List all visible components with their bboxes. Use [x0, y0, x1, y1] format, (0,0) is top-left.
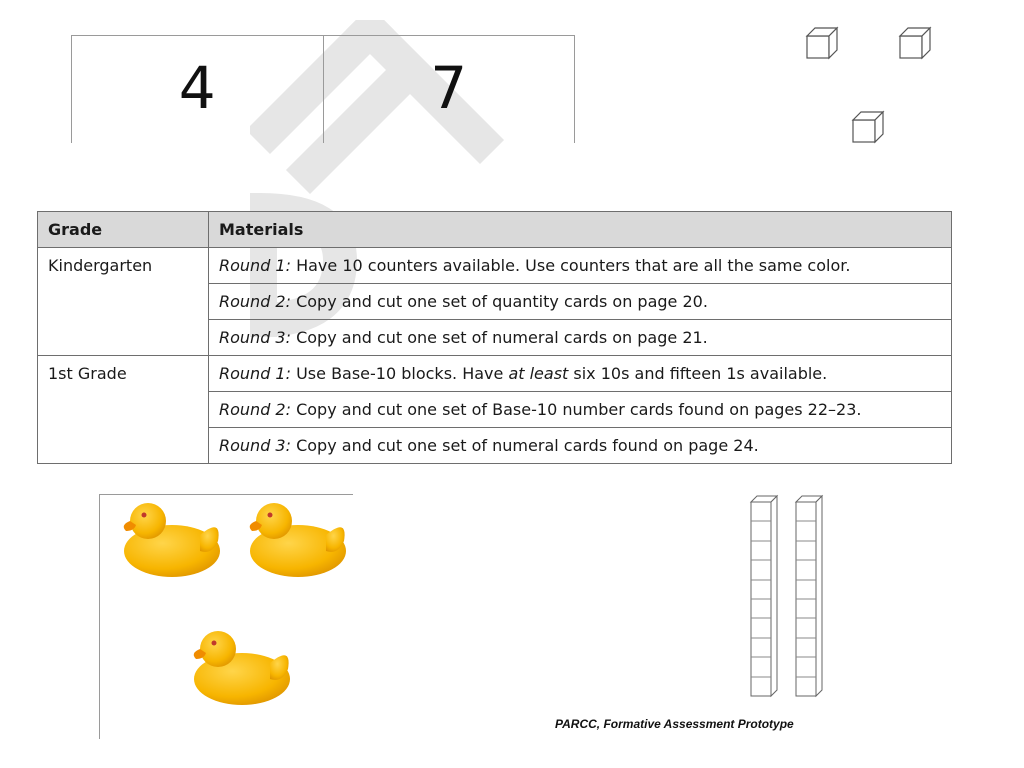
- duck-icon: [124, 503, 220, 577]
- materials-text: Copy and cut one set of quantity cards on page 20.: [291, 292, 708, 311]
- base-ten-rods: [745, 494, 835, 699]
- grade-cell: 1st Grade: [38, 356, 209, 464]
- duck-icon: [194, 631, 290, 705]
- numeral-card-right: 7: [323, 36, 575, 143]
- duck-icon: [250, 503, 346, 577]
- footer-credit: PARCC, Formative Assessment Prototype: [555, 717, 794, 731]
- round-label: Round 2:: [219, 400, 291, 419]
- materials-text: Use Base-10 blocks. Have: [291, 364, 509, 383]
- round-label: Round 3:: [219, 328, 291, 347]
- cube-icon: [807, 28, 930, 142]
- materials-text: Copy and cut one set of numeral cards found on page 24.: [291, 436, 759, 455]
- materials-header: Materials: [209, 212, 952, 248]
- numeral-cards: [71, 35, 575, 143]
- materials-text: six 10s and fifteen 1s available.: [568, 364, 828, 383]
- materials-cell: [209, 248, 952, 284]
- round-label: Round 1:: [219, 256, 291, 275]
- materials-cell: [209, 356, 952, 392]
- quantity-card: [99, 494, 353, 739]
- unit-cubes: [800, 20, 940, 150]
- ten-rod-icon: [796, 496, 822, 696]
- table-row: [38, 248, 952, 284]
- materials-text: Have 10 counters available. Use counters that are all the same color.: [291, 256, 851, 275]
- grade-header: Grade: [38, 212, 209, 248]
- table-header-row: [38, 212, 952, 248]
- materials-text: Copy and cut one set of numeral cards on page 21.: [291, 328, 708, 347]
- materials-text: Copy and cut one set of Base-10 number cards found on pages 22–23.: [291, 400, 862, 419]
- materials-cell: [209, 320, 952, 356]
- rubber-ducks: [100, 495, 354, 740]
- materials-cell: [209, 428, 952, 464]
- materials-cell: [209, 284, 952, 320]
- round-label: Round 3:: [219, 436, 291, 455]
- materials-table: [37, 211, 952, 464]
- round-label: Round 2:: [219, 292, 291, 311]
- ten-rod-icon: [751, 496, 777, 696]
- materials-emphasis: at least: [508, 364, 569, 383]
- round-label: Round 1:: [219, 364, 291, 383]
- numeral-card-left: 4: [178, 54, 216, 122]
- materials-cell: [209, 392, 952, 428]
- grade-cell: Kindergarten: [38, 248, 209, 356]
- table-row: [38, 356, 952, 392]
